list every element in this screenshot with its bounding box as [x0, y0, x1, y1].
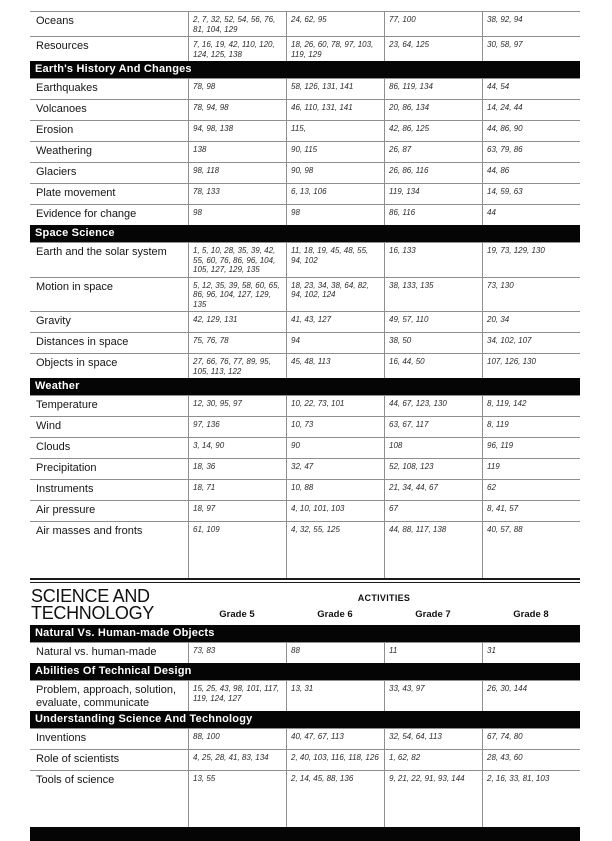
grade7-activities-cell: 32, 54, 64, 113	[384, 729, 482, 749]
grade7-activities-cell: 1, 62, 82	[384, 750, 482, 770]
grade8-activities-cell: 44, 54	[482, 79, 580, 99]
grade7-activities-cell: 86, 116	[384, 205, 482, 225]
grade5-activities-cell: 78, 98	[188, 79, 286, 99]
grade7-activities-cell: 23, 64, 125	[384, 37, 482, 61]
grade8-activities-cell: 38, 92, 94	[482, 12, 580, 36]
grade7-activities-cell: 86, 119, 134	[384, 79, 482, 99]
table-row	[30, 11, 580, 36]
grade6-activities-cell: 98	[286, 205, 384, 225]
grade5-activities-cell: 7, 16, 19, 42, 110, 120, 124, 125, 138	[188, 37, 286, 61]
section-header-bar: Earth's History And Changes	[30, 61, 580, 78]
grade7-activities-cell: 33, 43, 97	[384, 681, 482, 711]
topic-label: Inventions	[36, 732, 87, 744]
section-header-bar: Abilities Of Technical Design	[30, 663, 580, 680]
topic-label: Instruments	[36, 483, 94, 495]
table-section	[30, 225, 580, 378]
topic-label: Temperature	[36, 399, 98, 411]
topic-label: Problem, approach, solution, evaluate, communicate	[36, 684, 177, 709]
grade5-activities-cell: 97, 136	[188, 417, 286, 437]
table-row	[30, 332, 580, 353]
table-row	[30, 500, 580, 521]
grade6-activities-cell: 40, 47, 67, 113	[286, 729, 384, 749]
grade7-activities-cell: 44, 88, 117, 138	[384, 522, 482, 578]
grade6-activities-cell: 4, 32, 55, 125	[286, 522, 384, 578]
grade5-activities-cell: 18, 97	[188, 501, 286, 521]
grade7-activities-cell: 108	[384, 438, 482, 458]
topic-label: Precipitation	[36, 462, 97, 474]
grade8-activities-cell: 63, 79, 86	[482, 142, 580, 162]
table-row	[30, 521, 580, 578]
grade8-activities-cell: 14, 24, 44	[482, 100, 580, 120]
grade5-activities-cell: 15, 25, 43, 98, 101, 117, 119, 124, 127	[188, 681, 286, 711]
grade7-activities-cell: 20, 86, 134	[384, 100, 482, 120]
section-title	[30, 588, 188, 622]
grade-header-row	[188, 603, 580, 620]
grade6-activities-cell: 32, 47	[286, 459, 384, 479]
grade8-activities-cell: 20, 34	[482, 312, 580, 332]
activities-column-headers	[188, 588, 580, 622]
grade6-activities-cell: 2, 40, 103, 116, 118, 126	[286, 750, 384, 770]
table-row	[30, 120, 580, 141]
grade6-activities-cell: 90, 98	[286, 163, 384, 183]
topic-label: Natural vs. human-made	[36, 646, 157, 658]
table-section	[30, 711, 580, 827]
grade7-activities-cell: 42, 86, 125	[384, 121, 482, 141]
grade5-activities-cell: 98	[188, 205, 286, 225]
grade6-activities-cell: 11, 18, 19, 45, 48, 55, 94, 102	[286, 243, 384, 277]
grade7-header: Grade 7	[415, 609, 451, 620]
grade5-activities-cell: 42, 129, 131	[188, 312, 286, 332]
grade8-activities-cell: 8, 41, 57	[482, 501, 580, 521]
table-row	[30, 749, 580, 770]
table-section	[30, 61, 580, 225]
grade7-activities-cell: 63, 67, 117	[384, 417, 482, 437]
grade5-header: Grade 5	[219, 609, 255, 620]
science-technology-header	[30, 583, 580, 625]
grade6-activities-cell: 58, 126, 131, 141	[286, 79, 384, 99]
grade5-activities-cell: 78, 133	[188, 184, 286, 204]
grade8-activities-cell: 8, 119, 142	[482, 396, 580, 416]
table-row	[30, 162, 580, 183]
section-header-bar: Space Science	[30, 225, 580, 242]
grade5-activities-cell: 98, 118	[188, 163, 286, 183]
grade8-activities-cell: 44	[482, 205, 580, 225]
grade8-activities-cell: 14, 59, 63	[482, 184, 580, 204]
grade6-activities-cell: 10, 22, 73, 101	[286, 396, 384, 416]
grade5-activities-cell: 138	[188, 142, 286, 162]
grade7-activities-cell: 9, 21, 22, 91, 93, 144	[384, 771, 482, 827]
grade8-activities-cell: 8, 119	[482, 417, 580, 437]
grade6-activities-cell: 18, 23, 34, 38, 64, 82, 94, 102, 124	[286, 278, 384, 312]
topic-label: Clouds	[36, 441, 71, 453]
table-row	[30, 353, 580, 378]
grade5-activities-cell: 3, 14, 90	[188, 438, 286, 458]
grade6-activities-cell: 88	[286, 643, 384, 663]
grade7-activities-cell: 26, 86, 116	[384, 163, 482, 183]
grade7-activities-cell: 21, 34, 44, 67	[384, 480, 482, 500]
grade5-activities-cell: 75, 76, 78	[188, 333, 286, 353]
grade6-activities-cell: 46, 110, 131, 141	[286, 100, 384, 120]
grade7-activities-cell: 38, 133, 135	[384, 278, 482, 312]
grade6-activities-cell: 6, 13, 106	[286, 184, 384, 204]
grade6-activities-cell: 94	[286, 333, 384, 353]
grade5-activities-cell: 61, 109	[188, 522, 286, 578]
table-row	[30, 680, 580, 711]
topic-label: Earth and the solar system	[36, 246, 167, 258]
table-row	[30, 36, 580, 61]
grade8-activities-cell: 44, 86, 90	[482, 121, 580, 141]
topic-label: Resources	[36, 40, 89, 52]
grade8-activities-cell: 34, 102, 107	[482, 333, 580, 353]
topic-label: Tools of science	[36, 774, 115, 786]
topic-label: Wind	[36, 420, 62, 432]
grade5-activities-cell: 27, 66, 76, 77, 89, 95, 105, 113, 122	[188, 354, 286, 378]
grade7-activities-cell: 49, 57, 110	[384, 312, 482, 332]
table-row	[30, 204, 580, 225]
table-row	[30, 183, 580, 204]
table-row	[30, 78, 580, 99]
topic-label: Weathering	[36, 145, 93, 157]
table-section	[30, 625, 580, 663]
grade6-header: Grade 6	[317, 609, 353, 620]
curriculum-index-page	[30, 11, 580, 841]
grade8-activities-cell: 67, 74, 80	[482, 729, 580, 749]
topic-label: Gravity	[36, 315, 71, 327]
grade8-activities-cell: 30, 58, 97	[482, 37, 580, 61]
table-section	[30, 663, 580, 711]
grade7-activities-cell: 11	[384, 643, 482, 663]
grade8-header: Grade 8	[513, 609, 549, 620]
grade7-activities-cell: 119, 134	[384, 184, 482, 204]
topic-label: Objects in space	[36, 357, 118, 369]
grade8-activities-cell: 2, 16, 33, 81, 103	[482, 771, 580, 827]
topic-label: Role of scientists	[36, 753, 120, 765]
topic-label: Plate movement	[36, 187, 116, 199]
grade8-activities-cell: 107, 126, 130	[482, 354, 580, 378]
topic-label: Erosion	[36, 124, 74, 136]
table-row	[30, 277, 580, 312]
table-row	[30, 242, 580, 277]
topic-label: Air masses and fronts	[36, 525, 143, 537]
table-row	[30, 728, 580, 749]
grade6-activities-cell: 10, 88	[286, 480, 384, 500]
grade5-activities-cell: 5, 12, 35, 39, 58, 60, 65, 86, 96, 104, 127, 129, 135	[188, 278, 286, 312]
grade6-activities-cell: 24, 62, 95	[286, 12, 384, 36]
table-row	[30, 479, 580, 500]
footer-section-bar	[30, 827, 580, 841]
grade5-activities-cell: 73, 83	[188, 643, 286, 663]
grade6-activities-cell: 4, 10, 101, 103	[286, 501, 384, 521]
grade5-activities-cell: 94, 98, 138	[188, 121, 286, 141]
topic-label: Earthquakes	[36, 82, 98, 94]
grade6-activities-cell: 90, 115	[286, 142, 384, 162]
grade5-activities-cell: 1, 5, 10, 28, 35, 39, 42, 55, 60, 76, 86, 96, 104, 105, 127, 129, 135	[188, 243, 286, 277]
grade7-activities-cell: 67	[384, 501, 482, 521]
table-row	[30, 99, 580, 120]
grade7-activities-cell: 44, 67, 123, 130	[384, 396, 482, 416]
grade8-activities-cell: 28, 43, 60	[482, 750, 580, 770]
topic-label: Distances in space	[36, 336, 129, 348]
topic-label: Evidence for change	[36, 208, 137, 220]
topic-label: Volcanoes	[36, 103, 87, 115]
grade8-activities-cell: 73, 130	[482, 278, 580, 312]
grade5-activities-cell: 88, 100	[188, 729, 286, 749]
topic-label: Glaciers	[36, 166, 77, 178]
grade8-activities-cell: 96, 119	[482, 438, 580, 458]
grade5-activities-cell: 78, 94, 98	[188, 100, 286, 120]
table-row	[30, 416, 580, 437]
grade7-activities-cell: 16, 44, 50	[384, 354, 482, 378]
grade6-activities-cell: 41, 43, 127	[286, 312, 384, 332]
grade8-activities-cell: 26, 30, 144	[482, 681, 580, 711]
topic-label: Air pressure	[36, 504, 96, 516]
grade7-activities-cell: 16, 133	[384, 243, 482, 277]
grade7-activities-cell: 52, 108, 123	[384, 459, 482, 479]
activities-table-upper	[30, 11, 580, 578]
grade5-activities-cell: 13, 55	[188, 771, 286, 827]
grade6-activities-cell: 10, 73	[286, 417, 384, 437]
grade8-activities-cell: 44, 86	[482, 163, 580, 183]
grade6-activities-cell: 90	[286, 438, 384, 458]
section-header-bar: Natural Vs. Human-made Objects	[30, 625, 580, 642]
section-title-line1: SCIENCE AND	[31, 586, 150, 606]
table-section	[30, 378, 580, 578]
table-row	[30, 458, 580, 479]
grade6-activities-cell: 2, 14, 45, 88, 136	[286, 771, 384, 827]
grade8-activities-cell: 19, 73, 129, 130	[482, 243, 580, 277]
grade8-activities-cell: 31	[482, 643, 580, 663]
table-row	[30, 642, 580, 663]
grade5-activities-cell: 18, 71	[188, 480, 286, 500]
topic-label: Motion in space	[36, 280, 114, 293]
table-row	[30, 141, 580, 162]
table-row	[30, 770, 580, 827]
grade6-activities-cell: 45, 48, 113	[286, 354, 384, 378]
activities-table-lower	[30, 625, 580, 827]
grade8-activities-cell: 40, 57, 88	[482, 522, 580, 578]
section-title-line2: TECHNOLOGY	[31, 603, 155, 623]
grade8-activities-cell: 62	[482, 480, 580, 500]
grade6-activities-cell: 115,	[286, 121, 384, 141]
grade8-activities-cell: 119	[482, 459, 580, 479]
activities-label: ACTIVITIES	[357, 593, 411, 603]
grade5-activities-cell: 4, 25, 28, 41, 83, 134	[188, 750, 286, 770]
grade7-activities-cell: 77, 100	[384, 12, 482, 36]
table-row	[30, 437, 580, 458]
grade5-activities-cell: 12, 30, 95, 97	[188, 396, 286, 416]
table-row	[30, 311, 580, 332]
grade6-activities-cell: 13, 31	[286, 681, 384, 711]
section-header-bar: Understanding Science And Technology	[30, 711, 580, 728]
grade5-activities-cell: 18, 36	[188, 459, 286, 479]
grade6-activities-cell: 18, 26, 60, 78, 97, 103, 119, 129	[286, 37, 384, 61]
grade7-activities-cell: 26, 87	[384, 142, 482, 162]
topic-label: Oceans	[36, 15, 74, 27]
table-row	[30, 395, 580, 416]
section-header-bar: Weather	[30, 378, 580, 395]
grade7-activities-cell: 38, 50	[384, 333, 482, 353]
grade5-activities-cell: 2, 7, 32, 52, 54, 56, 76, 81, 104, 129	[188, 12, 286, 36]
